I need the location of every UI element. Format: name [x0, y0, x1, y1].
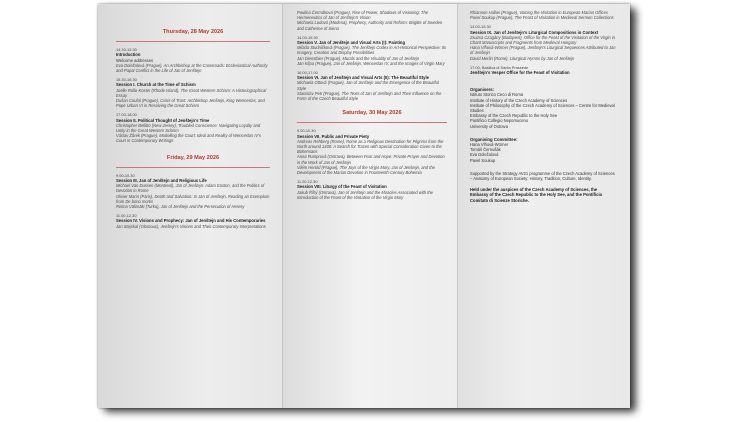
program-block: [116, 47, 270, 73]
talk-line: Dušan Coufal (Prague), Crisis of Trust: Archbishop Jenštejn, King Wenceslas, and Pope Urban VI in Resolving the Great Schism: [116, 98, 265, 109]
session-title: Session III. Jan of Jenštejn and Religious Life: [116, 178, 207, 184]
talk-line: Jakub Říhý (Ostrava), Jan of Jenštejn and the Miracles Associated with the Introduction of the Feast of the Visitation of the Virgin Mary: [297, 189, 433, 200]
talk-line: Jan Klípa (Prague), Jan of Jenštejn, Wenceslas IV, and the Images of Virgin Mary: [297, 60, 445, 66]
program-block: [297, 70, 447, 101]
session-title: Session IX. Jan of Jenštejn's Liturgical Compositions in Context: [470, 29, 599, 35]
committee-list: [470, 142, 616, 163]
brochure-panel-left: [98, 4, 282, 408]
organiser-item: University of Ostrava: [470, 123, 508, 129]
talk-line: Stanislav Petr (Prague), The Texts of Jan of Jenštejn and Their Influence on the Form of the Czech Beautiful Style: [297, 90, 442, 102]
organisers-list: [470, 92, 616, 128]
talk-line: Zsuzsa Czagány (Budapest), Office for the Feast of the Visitation of the Virgin in Chant Manuscripts and Fragments from Medieval Hungary: [470, 34, 616, 46]
auspices-note: Held under the auspices of the Czech Academy of Sciences, the Embassy of the Czech Republic to the Holy See, and the Pontificio Comitato di Scienze Storiche.: [470, 187, 603, 203]
program-list: [116, 47, 270, 143]
organisers-heading: Organisers:: [470, 87, 495, 93]
day-heading-saturday: Saturday, 30 May 2026: [342, 110, 402, 117]
time-slot: 14.30-15.30: [116, 47, 137, 53]
session-title: Jenštejn's Vesper Office for the Feast of Visitation: [470, 70, 570, 76]
program-list: [116, 173, 270, 229]
session-title: Session V. Jan of Jenštejn and Visual Arts (I): Painting: [297, 40, 406, 46]
divider: [116, 167, 270, 168]
committee-heading: Organising Committee:: [470, 136, 518, 142]
talk-line: Eva Doležalová (Prague), An Archbishop at the Crossroads: Ecclesiastical Authority and Papal Conflict in the Life of Jan of Jenštejn: [116, 62, 268, 74]
talk-line: Jan Dienstbier (Prague), Murals and the Visuality of Jan of Jenštejn: [297, 55, 420, 61]
session-title: Session IV. Visions and Prophecy: Jan of Jenštejn and His Contemporaries: [116, 218, 266, 224]
session-title: Session VI. Jan of Jenštejn and Visual Arts (II): The Beautiful Style: [297, 75, 429, 81]
program-list: [470, 24, 616, 75]
talk-line: Václav Žůrek (Prague), Modelling the Court: Ideal and Reality of Wenceslas IV's Court in Contemporary Writings: [116, 133, 261, 144]
program-block: [116, 213, 270, 229]
tri-fold-brochure: [98, 4, 630, 408]
program-block: [116, 112, 270, 143]
session-title: Introduction: [116, 52, 141, 58]
program-block: [116, 173, 270, 209]
program-block: [297, 128, 447, 175]
talk-line: Milada Studničková (Prague), The Jenštejn Codex in Art-Historical Perspective: Its Imagery, Creation and Display Possibilities: [297, 45, 447, 56]
committee-member: Hana Vlhová-Wörner: [470, 142, 509, 148]
divider: [297, 122, 447, 123]
time-slot: 15.30-16.30: [116, 77, 137, 83]
talk-line: Hana Vlhová-Wörner (Prague), Jenštejn's Liturgical Sequences Attributed to Jan of Jenštejn: [470, 45, 616, 56]
brochure-panel-right: [457, 4, 630, 408]
time-slot: 11.00-12.30: [297, 179, 318, 185]
time-slot: 9.00-10.30: [297, 128, 316, 134]
talk-line: Paulina Čermáková (Prague), Rise of Power, Shadows of Visioning: The Hermeneutics of Jan of Jenštejn's Vision: [297, 10, 428, 21]
session-title: Session II. Political Thought of Jenštejn's Time: [116, 117, 210, 123]
session-title: Session VII. Public and Private Piety: [297, 133, 370, 139]
time-slot: 11.00-12.30: [116, 213, 137, 219]
program-block: [116, 77, 270, 108]
time-slot: 9.00-10.30: [116, 172, 135, 178]
talk-line: Welcome addresses: [116, 57, 154, 63]
program-block: [470, 65, 616, 75]
session-title: Session I. Church at the Time of Schism: [116, 82, 196, 88]
organiser-item: Embassy of the Czech Republic to the Holy See: [470, 113, 558, 119]
time-slot: 17.00-18.00: [116, 112, 137, 118]
session-title: Session VIII. Liturgy of the Feast of Visitation: [297, 184, 387, 190]
time-slot: 14.00-15.30: [297, 34, 318, 40]
time-slot: 17.00, Basilica di Santa Prassede: [470, 64, 529, 70]
program-block: [297, 179, 447, 200]
organiser-item: Pontificio Collegio Nepomuceno: [470, 118, 529, 124]
talk-line: Michaela Ottová (Prague), Jan of Jenštejn and the Emergence of the Beautiful Style: [297, 80, 439, 91]
talk-line: Anna Pumprová (Ostrava), Between Fear and Hope: Private Prayer and Devotion in the Work of Jan of Jenštejn: [297, 154, 445, 165]
talk-line: Michaela Lodová (Modena), Prophecy, Authority and Reform: Brigitte of Sweden and Catherine of Siena: [297, 20, 443, 31]
brochure-panel-middle: [282, 4, 457, 408]
committee-member: Tomáš Černušák: [470, 147, 501, 153]
talk-line: Michael Van Dussen (Montreal), Jan of Jenštejn: Adam Easton, and the Politics of Devotion in Rome: [116, 183, 265, 194]
organiser-item: Institute of History of the Czech Academy of Sciences: [470, 97, 568, 103]
talk-line: Vilém Herold (Prague), The Joys of the Virgin Mary, Jan of Jenštejn, and the Development of the Marian Devotion in Fourteenth-Century Bohemia: [297, 164, 435, 176]
talk-line: Pavel Soukup (Prague), The Feast of Visitation in Medieval Sermon Collections: [470, 15, 614, 21]
talk-line: Andreas Rehberg (Rome), Rome as a Religious Destination for Pilgrims from the North around 1400: A Search for Traces with Special Consideration Given to the Bohemians: [297, 138, 444, 155]
talk-line: Joëlle Rollo-Koster (Rhode Island), The Great Western Schism: A Historiographical Essay: [116, 87, 267, 98]
committee-member: Eva Doležalová: [470, 152, 499, 158]
committee-member: Pavel Soukup: [470, 157, 496, 163]
divider: [116, 41, 270, 42]
organiser-item: Institute of Philosophy of the Czech Academy of Sciences – Centre for Medieval Studies: [470, 102, 615, 114]
day-heading-friday: Friday, 29 May 2026: [166, 154, 220, 161]
talk-line: Olivier Marin (Paris), Death and Salvation: In Jan of Jenštejn, Reading an Exemplum from De bono mortis: [116, 193, 270, 204]
day-heading-thursday: Thursday, 28 May 2026: [162, 29, 224, 35]
program-list: [297, 35, 447, 101]
support-note: Supported by the Strategy AV21 programme of the Czech Academy of Sciences – Anatomy of European Society: History, Tradition, Culture, Identity.: [470, 170, 615, 182]
program-block: [297, 35, 447, 66]
organiser-item: Istituto Storico Ceco di Roma: [470, 92, 524, 98]
program-block: [470, 24, 616, 60]
talk-line: Christopher Bellitto (New Jersey), Troubled Conscience: Navigating Loyalty and Unity in the Great Western Schism: [116, 122, 261, 134]
time-slot: 14.00-15.30: [470, 24, 491, 30]
talk-line: Jan Stejskal (Olomouc), Jenštejn's Visions and Their Contemporary Interpretations: [116, 223, 266, 229]
program-list: [297, 128, 447, 200]
time-slot: 16.00-17.00: [297, 70, 318, 76]
talk-line: David Merlin (Rome), Liturgical Hymns by Jan of Jenštejn: [470, 55, 575, 61]
talk-line: Reima Välimäki (Turku), Jan of Jenštejn and the Persecution of Heresy: [116, 204, 245, 210]
talk-line: Rhiannon Hallas (Prague), Voicing the Visitation in European Marian Offices: [470, 10, 608, 15]
